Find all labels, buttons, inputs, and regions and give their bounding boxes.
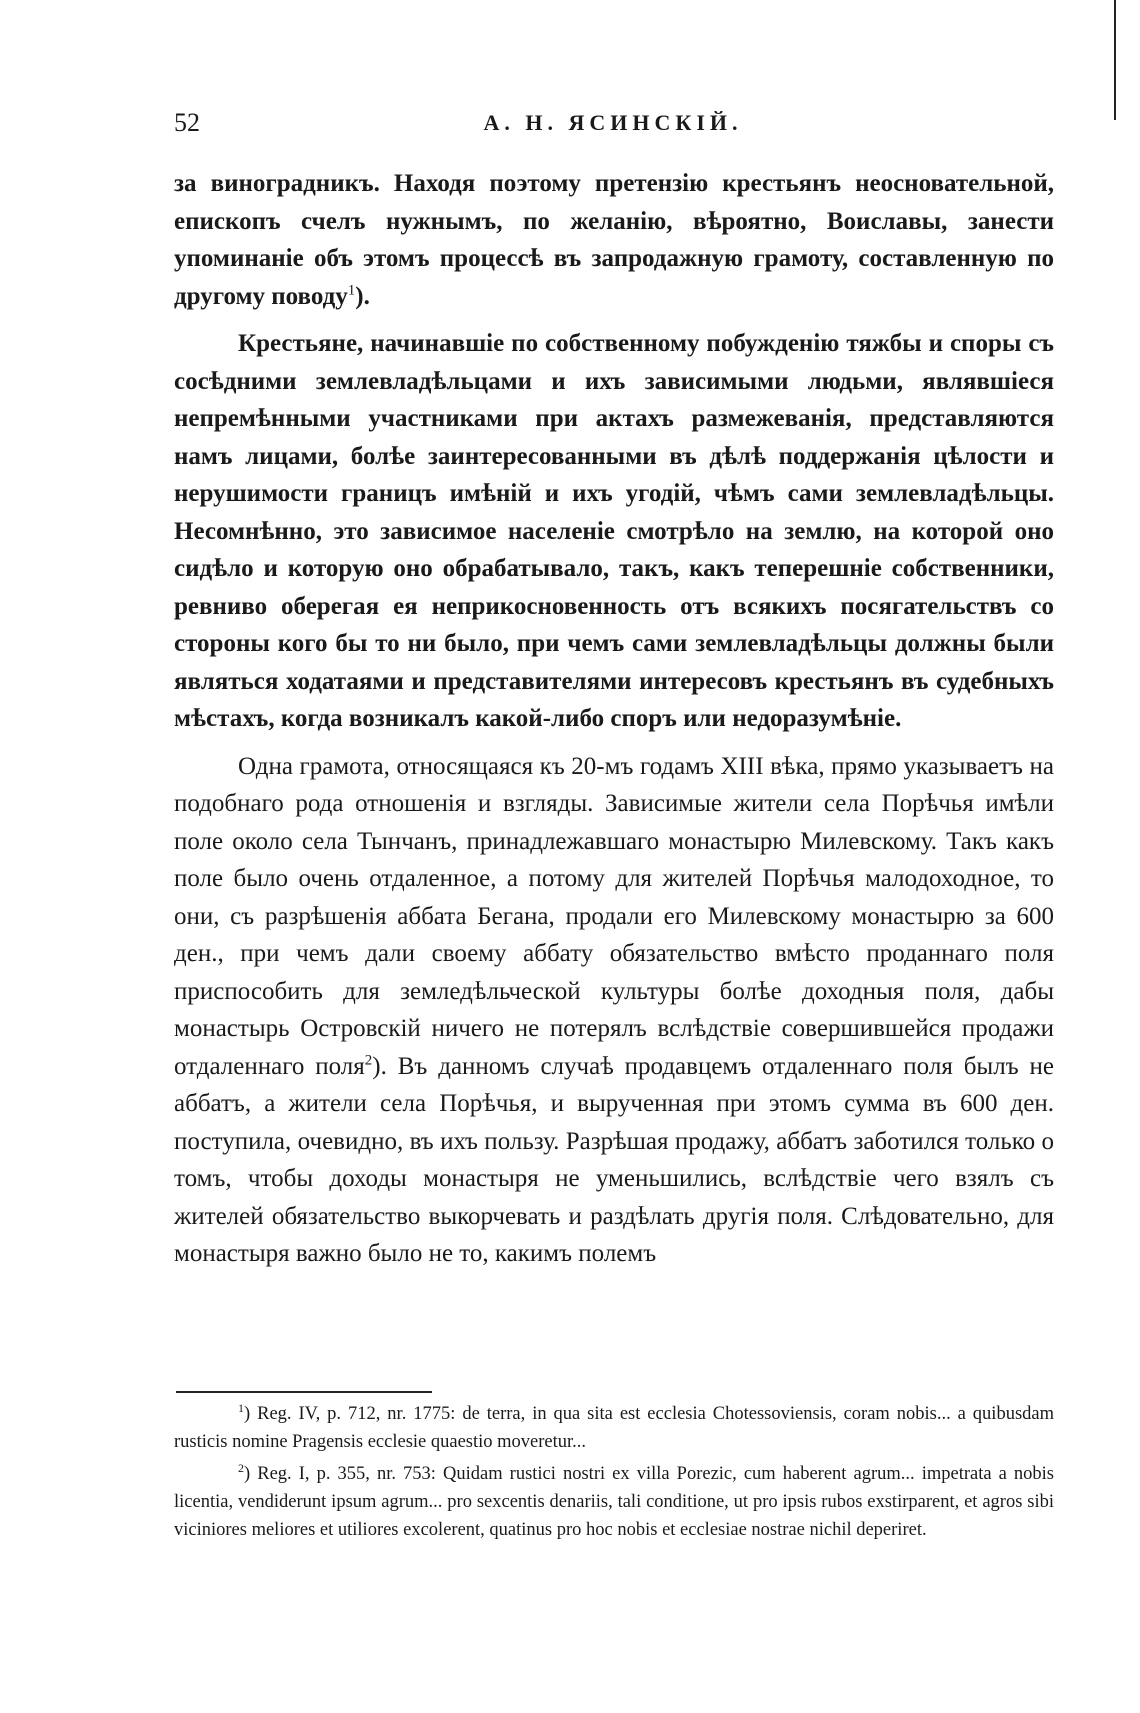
paragraph-text: ). Въ данномъ случаѣ продавцемъ отдаленнаго поля былъ не аббатъ, а жители села Порѣчья, и вырученная при этомъ сумма въ 600 ден. поступила, очевидно, въ ихъ пользу. Разрѣшая продажу, аббатъ заботился только о томъ, чтобы доходы монастыря не уменьшились, вслѣдствіе чего взялъ съ жителей обязательство выкорчевать и раздѣлать другія поля. Слѣдовательно, для монастыря важно было не то, какимъ полемъ	[174, 1052, 1054, 1267]
page-header	[174, 108, 1052, 148]
page-edge-line	[1114, 0, 1116, 120]
paragraph-text: Крестьяне, начинавшіе по собственному побужденію тяжбы и споры съ сосѣдними землевладѣльцами и ихъ зависимыми людьми, являвшіеся непремѣнными участниками при актахъ размежеванія, представляются намъ лицами, болѣе заинтересованными въ дѣлѣ поддержанія цѣлости и нерушимости границъ имѣній и ихъ угодій, чѣмъ сами землевладѣльцы. Несомнѣнно, это зависимое населеніе смотрѣло на землю, на которой оно сидѣло и которую оно обрабатывало, такъ, какъ теперешніе собственники, ревниво оберегая ея неприкосновенность отъ всякихъ посягательствъ со стороны кого бы то ни было, при чемъ сами землевладѣльцы должны были являться ходатаями и представителями интересовъ крестьянъ въ судебныхъ мѣстахъ, когда возникалъ какой-либо споръ или недоразумѣніе.	[174, 330, 1054, 732]
footnote-text: ) Reg. IV, p. 712, nr. 1775: de terra, in qua sita est ecclesia Chotessoviensis, coram nobis... a quibusdam rusticis nomine Pragensis ecclesie quaestio moveretur...	[174, 1404, 1054, 1452]
body-text	[174, 165, 1054, 1273]
footnote-1	[174, 1400, 1054, 1456]
running-title: А. Н. ЯСИНСКІЙ.	[483, 110, 743, 135]
footnote-2	[174, 1460, 1054, 1544]
footnote-rule	[176, 1391, 432, 1393]
footnote-text: ) Reg. I, p. 355, nr. 753: Quidam rustici nostri ex villa Porezic, cum haberent agrum... impetrata a nobis licentia, vendiderunt ipsum agrum... pro sexcentis denariis, tali conditione, ut pro ipsis rubos exstirparent, et agros sibi viciniores meliores et utiliores excolerent, quatinus pro hoc nobis et ecclesiae nostrae nichil deperiret.	[174, 1464, 1054, 1540]
page-number: 52	[174, 108, 200, 137]
paragraph-text: Одна грамота, относящаяся къ 20-мъ годамъ XIII вѣка, прямо указываетъ на подобнаго рода отношенія и взгляды. Зависимые жители села Порѣчья имѣли поле около села Тынчанъ, принадлежавшаго монастырю Милевскому. Такъ какъ поле было очень отдаленное, а потому для жителей Порѣчья малодоходное, то они, съ разрѣшенія аббата Бегана, продали его Милевскому монастырю за 600 ден., при чемъ дали своему аббату обязательство вмѣсто проданнаго поля приспособить для земледѣльческой культуры болѣе доходныя поля, дабы монастырь Островскій ничего не потерялъ вслѣдствіе совершившейся продажи отдаленнаго поля	[174, 752, 1054, 1080]
paragraph-text: ).	[355, 282, 370, 310]
footnote-ref: 1	[347, 282, 356, 299]
paragraph-2	[174, 325, 1054, 738]
footnote-mark: 2	[238, 1460, 244, 1475]
paragraph-text: за виноградникъ. Находя поэтому претензію крестьянъ неосновательной, епископъ счелъ нужнымъ, по желанію, вѣроятно, Воиславы, занести упоминаніе объ этомъ процессѣ въ запродажную грамоту, составленную по другому поводу	[174, 170, 1054, 310]
paragraph-1	[174, 165, 1054, 315]
footnote-mark: 1	[238, 1400, 244, 1415]
footnote-ref: 2	[364, 1052, 373, 1069]
footnotes	[174, 1400, 1054, 1548]
paragraph-3	[174, 748, 1054, 1273]
